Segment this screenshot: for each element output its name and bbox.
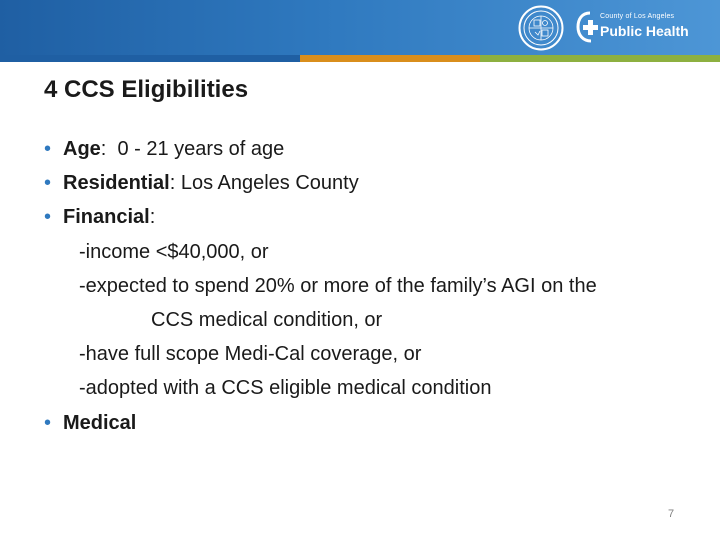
health-cross-icon	[576, 10, 600, 44]
header-stripe-orange	[300, 55, 480, 62]
bullet-label: Residential	[63, 172, 170, 195]
financial-item-adopted: -adopted with a CCS eligible medical condition	[79, 377, 492, 400]
bullet-dot: •	[44, 172, 52, 195]
county-seal-icon	[518, 5, 564, 51]
financial-item-expected-spend: -expected to spend 20% or more of the family’s AGI on the	[79, 274, 597, 297]
list-item-age	[44, 132, 684, 166]
page-number: 7	[668, 508, 675, 520]
bullet-dot: •	[44, 411, 52, 434]
slide-content	[44, 132, 684, 440]
list-item-financial	[44, 200, 684, 234]
bullet-label: Age	[63, 138, 101, 160]
list-item-residential	[44, 166, 684, 200]
financial-item-medi-cal: -have full scope Medi-Cal coverage, or	[79, 343, 422, 366]
financial-item-expected-spend-continued: CCS medical condition, or	[151, 309, 383, 332]
bullet-separator: :	[100, 138, 107, 160]
logo-public-health-text: Public Health	[600, 23, 689, 39]
logo-county-text: County of Los Angeles	[600, 13, 675, 20]
bullet-separator: :	[149, 206, 156, 229]
financial-item-income: -income <$40,000, or	[79, 240, 269, 263]
header-stripe-blue	[0, 55, 300, 62]
bullet-dot: •	[44, 138, 52, 160]
bullet-separator: :	[169, 172, 176, 195]
slide-title: 4 CCS Eligibilities	[44, 76, 249, 103]
bullet-text: 0 - 21 years of age	[106, 138, 285, 160]
header-stripe-green	[480, 55, 720, 62]
bullet-dot: •	[44, 206, 52, 229]
public-health-logo	[576, 10, 696, 44]
bullet-label: Medical	[63, 411, 137, 434]
list-item-medical	[44, 406, 684, 440]
bullet-label: Financial	[63, 206, 150, 229]
bullet-text: Los Angeles County	[175, 172, 359, 195]
